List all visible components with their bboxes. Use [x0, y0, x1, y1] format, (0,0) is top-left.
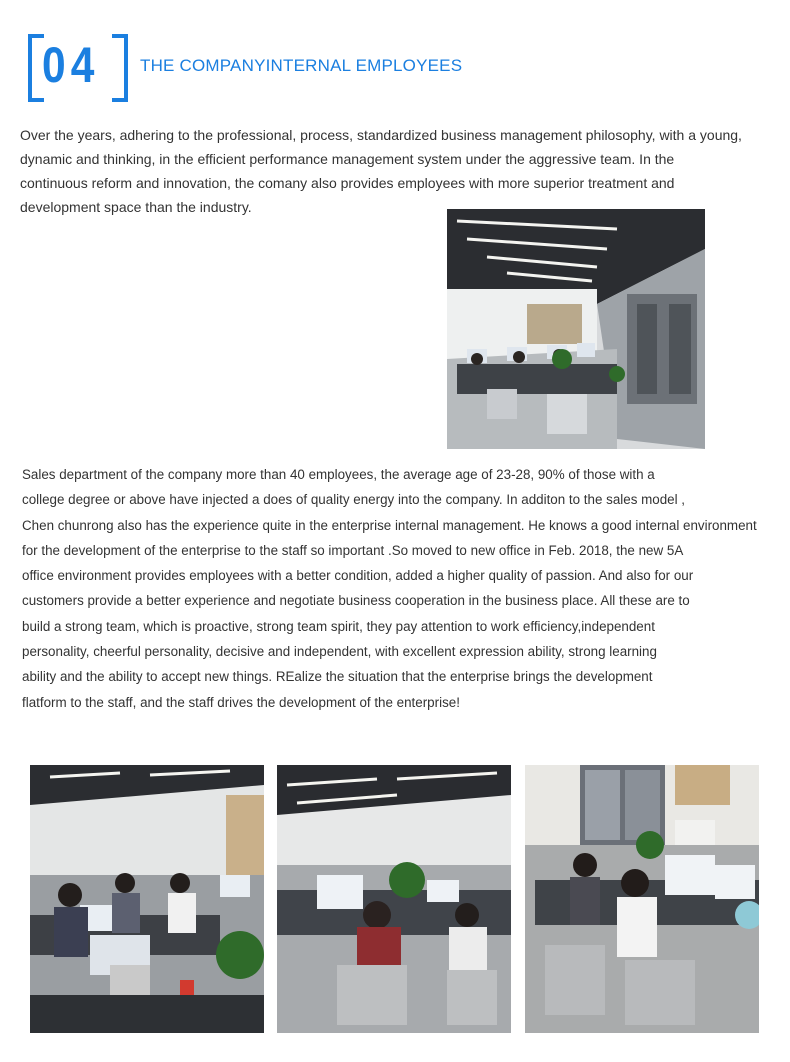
- intro-paragraph: [20, 123, 790, 219]
- body-line: customers provide a better experience and negotiate business cooperation in the business place. All these are to: [22, 593, 690, 609]
- intro-line: continuous reform and innovation, the comany also provides employees with more superior treatment and: [20, 175, 675, 191]
- body-line: college degree or above have injected a does of quality energy into the company. In additon to the sales model ,: [22, 492, 686, 508]
- section-number: 04: [42, 37, 100, 93]
- intro-line: dynamic and thinking, in the efficient performance management system under the aggressive team. In the: [20, 151, 675, 167]
- right-bracket-decoration: [112, 34, 128, 102]
- body-line: personality, cheerful personality, decisive and independent, with excellent expression ability, strong learning: [22, 644, 657, 660]
- section-header: [28, 34, 768, 98]
- office-photo-left: [30, 765, 264, 1033]
- office-photo-right: [525, 765, 759, 1033]
- office-photo-center: [277, 765, 511, 1033]
- intro-line: Over the years, adhering to the professional, process, standardized business management philosophy, with a young,: [20, 127, 742, 143]
- body-line: office environment provides employees with a better condition, added a higher quality of passion. And also for our: [22, 568, 694, 584]
- section-title: THE COMPANYINTERNAL EMPLOYEES: [140, 56, 463, 75]
- body-line: ability and the ability to accept new things. REalize the situation that the enterprise brings the development: [22, 669, 653, 685]
- intro-line: development space than the industry.: [20, 199, 252, 215]
- body-paragraph: [22, 462, 790, 715]
- body-line: Chen chunrong also has the experience quite in the enterprise internal management. He knows a good internal environment: [22, 517, 757, 533]
- body-line: flatform to the staff, and the staff drives the development of the enterprise!: [22, 694, 460, 710]
- body-line: Sales department of the company more than 40 employees, the average age of 23-28, 90% of those with a: [22, 467, 655, 482]
- office-photo-main: [447, 209, 705, 449]
- body-line: for the development of the enterprise to the staff so important .So moved to new office in Feb. 2018, the new 5A: [22, 542, 684, 558]
- body-line: build a strong team, which is proactive, strong team spirit, they pay attention to work efficiency,independent: [22, 618, 655, 634]
